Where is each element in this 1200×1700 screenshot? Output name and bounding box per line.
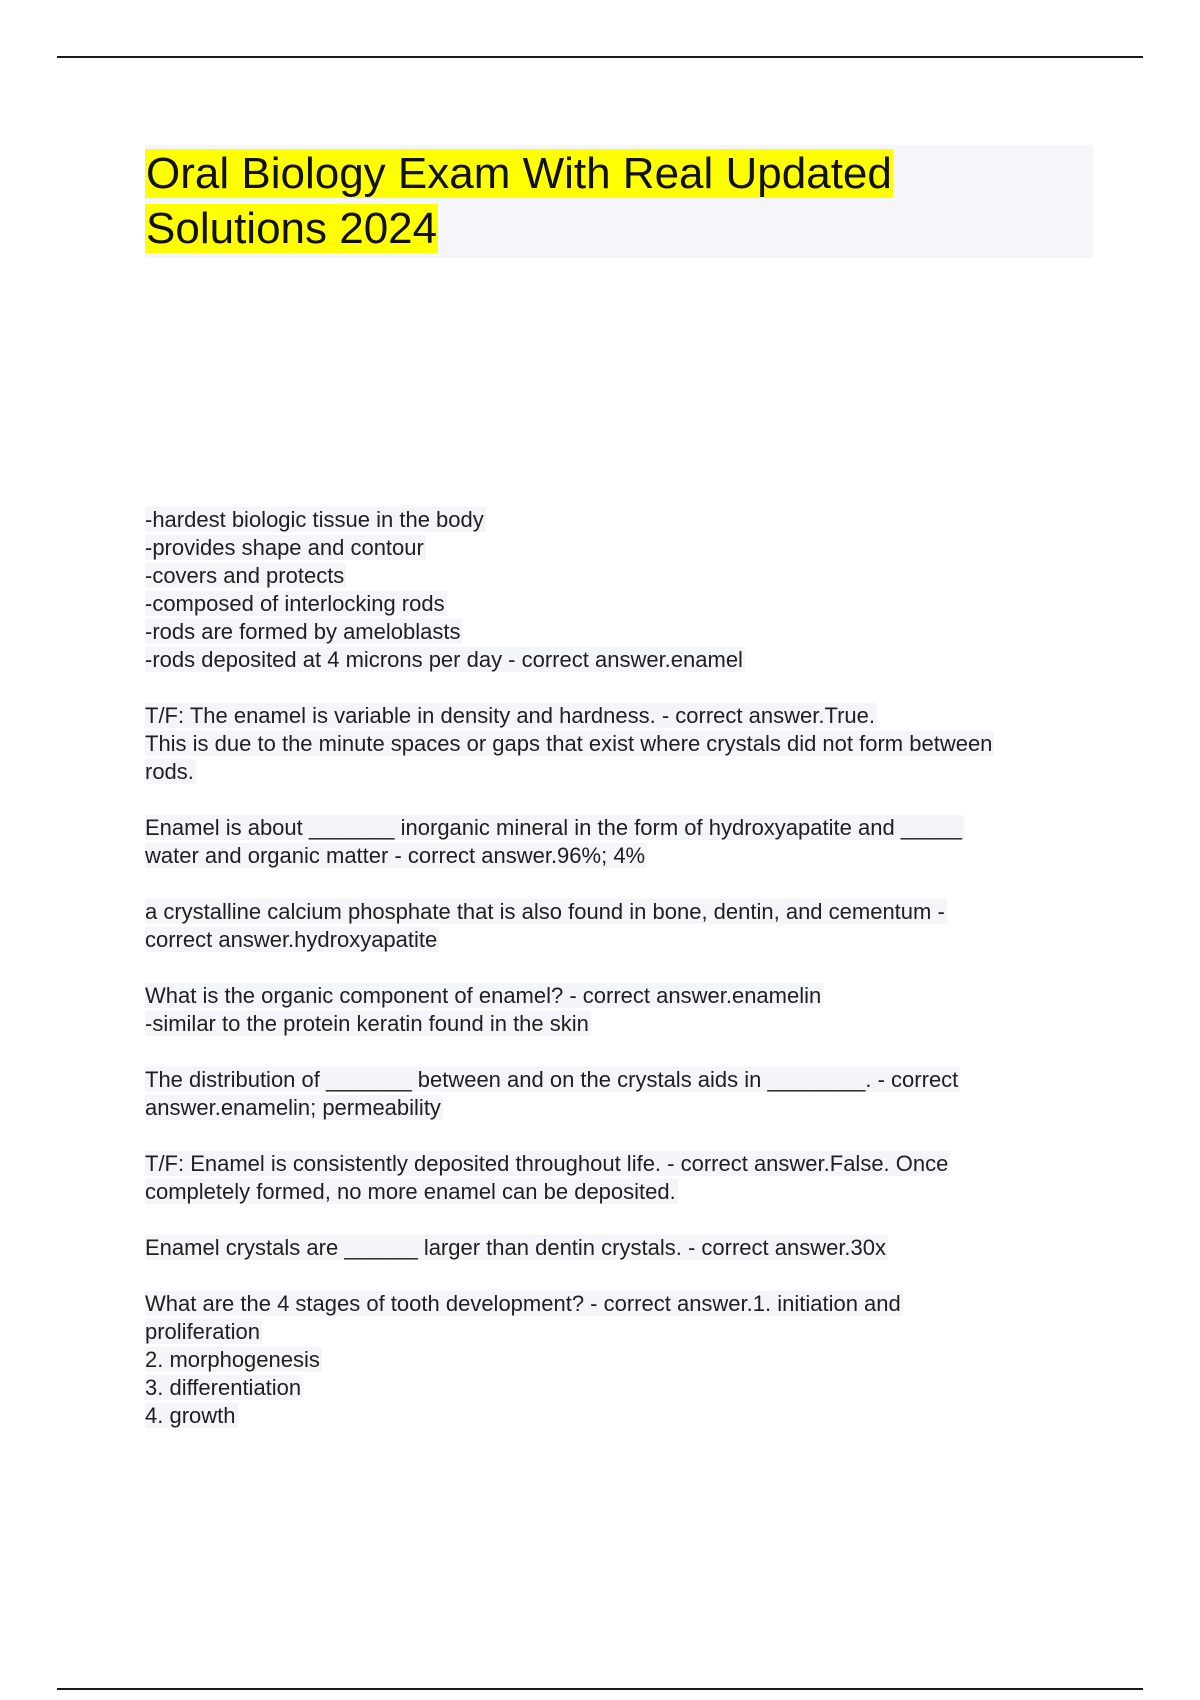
text-line: -similar to the protein keratin found in the skin bbox=[145, 1011, 589, 1036]
text-line: -composed of interlocking rods bbox=[145, 591, 445, 616]
title-line-2: Solutions 2024 bbox=[146, 204, 438, 253]
text-line: T/F: Enamel is consistently deposited throughout life. - correct answer.False. Once bbox=[145, 1151, 949, 1176]
text-line: a crystalline calcium phosphate that is also found in bone, dentin, and cementum - bbox=[145, 899, 945, 924]
bottom-rule bbox=[57, 1688, 1143, 1690]
top-rule bbox=[57, 56, 1143, 58]
qa-item-6 bbox=[145, 1066, 1095, 1122]
qa-item-1 bbox=[145, 506, 1095, 674]
text-line: The distribution of _______ between and on the crystals aids in ________. - correct bbox=[145, 1067, 959, 1092]
title-line-1: Oral Biology Exam With Real Updated bbox=[146, 149, 892, 198]
text-line: water and organic matter - correct answer.96%; 4% bbox=[145, 843, 646, 868]
text-line: -rods deposited at 4 microns per day - correct answer.enamel bbox=[145, 647, 743, 672]
qa-item-8 bbox=[145, 1234, 1095, 1262]
text-line: Enamel crystals are ______ larger than dentin crystals. - correct answer.30x bbox=[145, 1235, 887, 1260]
text-line: -provides shape and contour bbox=[145, 535, 424, 560]
qa-item-9 bbox=[145, 1290, 1095, 1430]
qa-item-7 bbox=[145, 1150, 1095, 1206]
qa-item-4 bbox=[145, 898, 1095, 954]
text-line: correct answer.hydroxyapatite bbox=[145, 927, 438, 952]
text-line: -rods are formed by ameloblasts bbox=[145, 619, 461, 644]
text-line: answer.enamelin; permeability bbox=[145, 1095, 441, 1120]
text-line: -hardest biologic tissue in the body bbox=[145, 507, 484, 532]
text-line: Enamel is about _______ inorganic mineral in the form of hydroxyapatite and _____ bbox=[145, 815, 962, 840]
text-line: completely formed, no more enamel can be deposited. bbox=[145, 1179, 676, 1204]
text-line: T/F: The enamel is variable in density and hardness. - correct answer.True. bbox=[145, 703, 875, 728]
document-title bbox=[145, 146, 1005, 256]
text-line: rods. bbox=[145, 759, 194, 784]
text-line: 4. growth bbox=[145, 1403, 236, 1428]
qa-item-5 bbox=[145, 982, 1095, 1038]
text-line: What are the 4 stages of tooth development? - correct answer.1. initiation and bbox=[145, 1291, 901, 1316]
text-line: proliferation bbox=[145, 1319, 260, 1344]
text-line: 3. differentiation bbox=[145, 1375, 302, 1400]
qa-item-3 bbox=[145, 814, 1095, 870]
qa-item-2 bbox=[145, 702, 1095, 786]
qa-list bbox=[145, 506, 1095, 1458]
text-line: -covers and protects bbox=[145, 563, 345, 588]
text-line: 2. morphogenesis bbox=[145, 1347, 320, 1372]
text-line: What is the organic component of enamel? - correct answer.enamelin bbox=[145, 983, 822, 1008]
text-line: This is due to the minute spaces or gaps that exist where crystals did not form between bbox=[145, 731, 993, 756]
